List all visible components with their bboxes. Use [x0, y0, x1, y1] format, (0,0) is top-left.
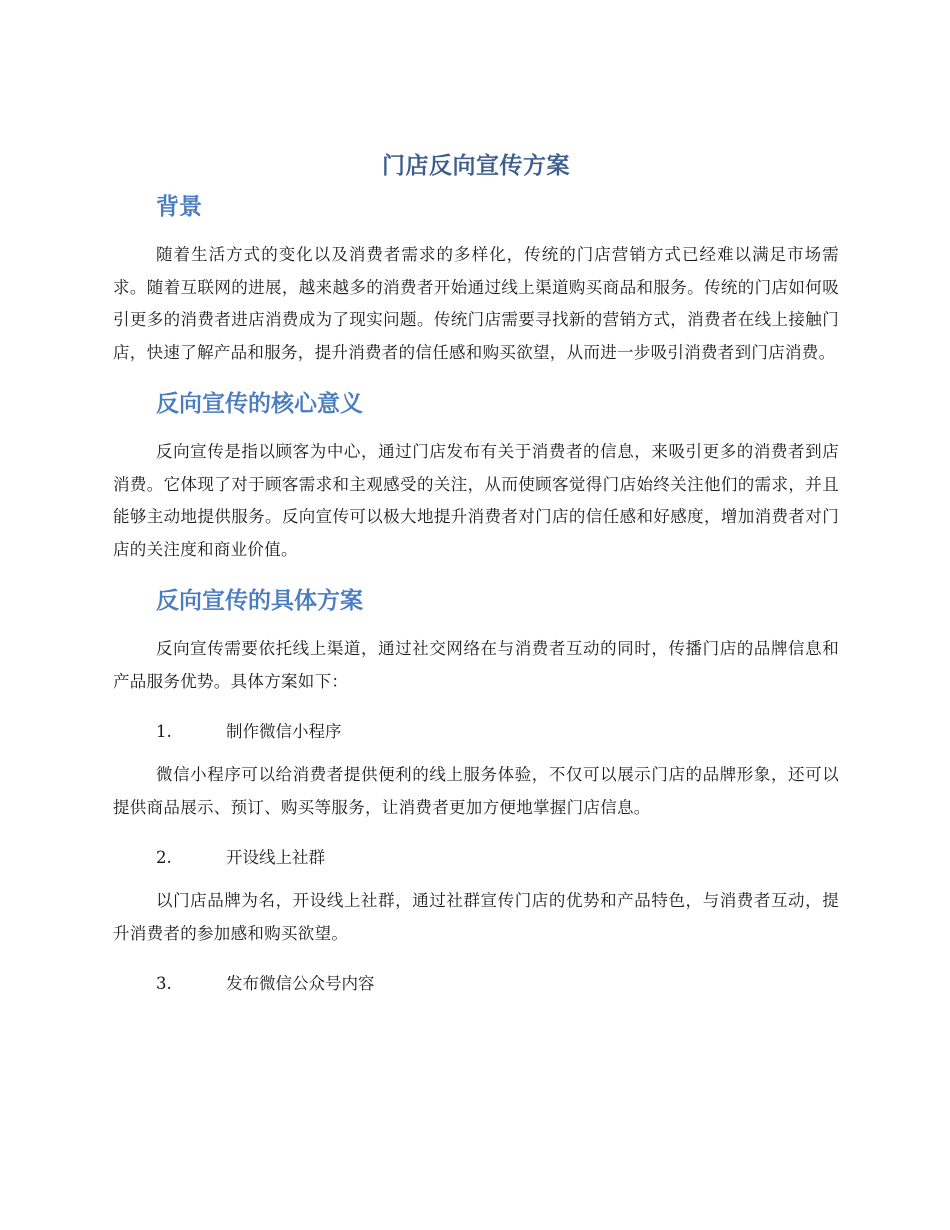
document-title: 门店反向宣传方案: [382, 153, 570, 179]
paragraph-background: 随着生活方式的变化以及消费者需求的多样化，传统的门店营销方式已经难以满足市场需求。随着互联网的进展，越来越多的消费者开始通过线上渠道购买商品和服务。传统的门店如何吸引更多的消费者进店消费成为了现实问题。传统门店需要寻找新的营销方式，消费者在线上接触门店，快速了解产品和服务，提升消费者的信任感和购买欲望，从而进一步吸引消费者到门店消费。: [113, 245, 839, 362]
list-item-3: [113, 968, 839, 1000]
list-item-title: 开设线上社群: [226, 848, 325, 867]
section-heading-core-meaning: 反向宣传的核心意义: [156, 391, 363, 417]
list-item-1: [113, 716, 839, 748]
list-number: 1.: [156, 722, 172, 741]
paragraph-item-1: 微信小程序可以给消费者提供便利的线上服务体验，不仅可以展示门店的品牌形象，还可以提供商品展示、预订、购买等服务，让消费者更加方便地掌握门店信息。: [113, 765, 839, 817]
paragraph-plan-intro: 反向宣传需要依托线上渠道，通过社交网络在与消费者互动的同时，传播门店的品牌信息和产品服务优势。具体方案如下：: [113, 639, 839, 691]
list-number: 3.: [156, 974, 172, 993]
section-heading-background: 背景: [156, 194, 202, 220]
paragraph-item-2: 以门店品牌为名，开设线上社群，通过社群宣传门店的优势和产品特色，与消费者互动，提升消费者的参加感和购买欲望。: [113, 891, 839, 943]
paragraph-core-meaning: 反向宣传是指以顾客为中心，通过门店发布有关于消费者的信息，来吸引更多的消费者到店消费。它体现了对于顾客需求和主观感受的关注，从而使顾客觉得门店始终关注他们的需求，并且能够主动地提供服务。反向宣传可以极大地提升消费者对门店的信任感和好感度，增加消费者对门店的关注度和商业价值。: [113, 442, 839, 559]
list-item-2: [113, 842, 839, 874]
document-page: [113, 146, 839, 1000]
list-number: 2.: [156, 848, 172, 867]
list-item-title: 发布微信公众号内容: [226, 974, 375, 993]
section-heading-specific-plan: 反向宣传的具体方案: [156, 588, 363, 614]
list-item-title: 制作微信小程序: [226, 722, 342, 741]
